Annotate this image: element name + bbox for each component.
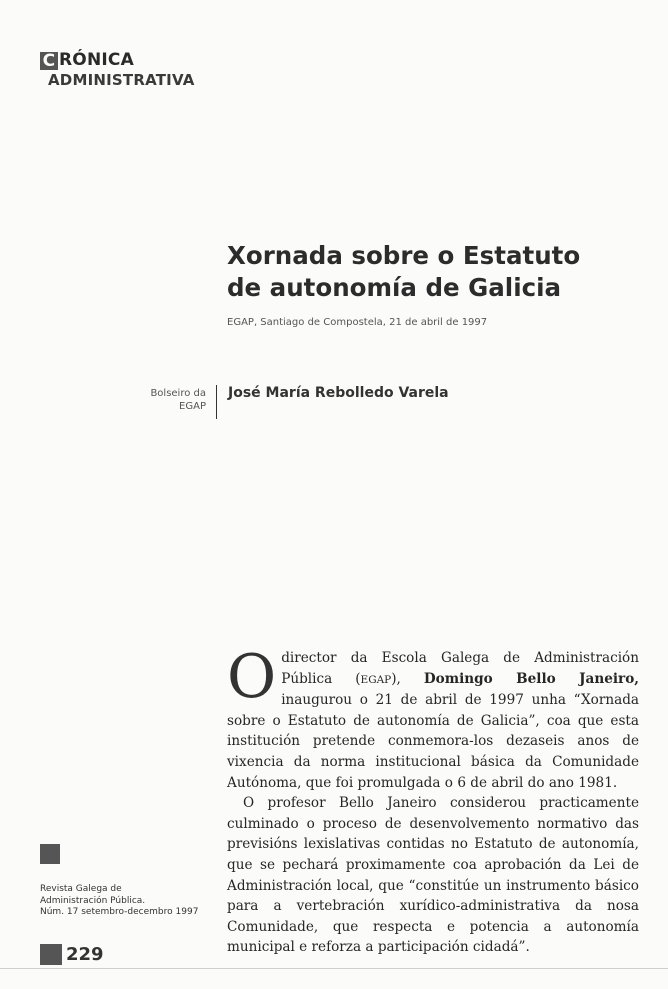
- footer-rule: [0, 968, 668, 969]
- article-subtitle: EGAP, Santiago de Compostela, 21 de abril de 1997: [227, 317, 488, 328]
- p1-text-a: director da Escola Galega de Administración Pública (: [281, 650, 639, 687]
- author-name: José María Rebolledo Varela: [228, 385, 449, 401]
- section-subtitle: ADMINISTRATIVA: [48, 71, 195, 89]
- author-divider: [216, 385, 217, 419]
- journal-line-2: Administración Pública.: [40, 895, 146, 906]
- p1-bold-name: Domingo Bello Janeiro,: [423, 670, 639, 687]
- article-body: [227, 642, 639, 958]
- journal-line-3: Núm. 17 setembro-decembro 1997: [40, 907, 199, 917]
- journal-marker-square: [40, 844, 60, 864]
- p1-egap: EGAP: [360, 673, 392, 686]
- author-affiliation: [100, 387, 206, 413]
- section-title: [40, 50, 195, 70]
- p1-text-b: ),: [391, 670, 424, 687]
- page-number-box: [40, 944, 62, 965]
- drop-cap: O: [227, 642, 277, 712]
- page-number: 229: [66, 944, 104, 965]
- p1-text-c: inaugurou o 21 de abril de 1997 unha “Xornada sobre o Estatuto de autonomía de Galicia”, coa que esta institución pretende conmemora-los dezaseis anos de vixencia da norma institucional básica da Comunidade Autónoma, que foi promulgada o 6 de abril do ano 1981.: [227, 692, 639, 791]
- section-initial-box: C: [40, 52, 58, 70]
- article-title: Xornada sobre o Estatuto de autonomía de Galicia: [227, 241, 581, 302]
- journal-line-1: Revista Galega de: [40, 884, 122, 894]
- section-header: [40, 50, 195, 89]
- section-title-rest: RÓNICA: [59, 50, 134, 70]
- affiliation-line-1: Bolseiro da: [150, 388, 206, 399]
- paragraph-1: [227, 642, 639, 793]
- paragraph-2: O profesor Bello Janeiro considerou practicamente culminado o proceso de desenvolvemento normativo das previsións lexislativas contidas no Estatuto de autonomía, que se pechará proximamente coa aprobación da Lei de Administración local, que “constitúe un instrumento básico para a vertebración xurídico-administrativa da nosa Comunidade, que respecta e potencia a autonomía municipal e reforza a participación cidadá”.: [227, 795, 639, 956]
- journal-info: [40, 884, 198, 919]
- affiliation-line-2: EGAP: [179, 401, 206, 412]
